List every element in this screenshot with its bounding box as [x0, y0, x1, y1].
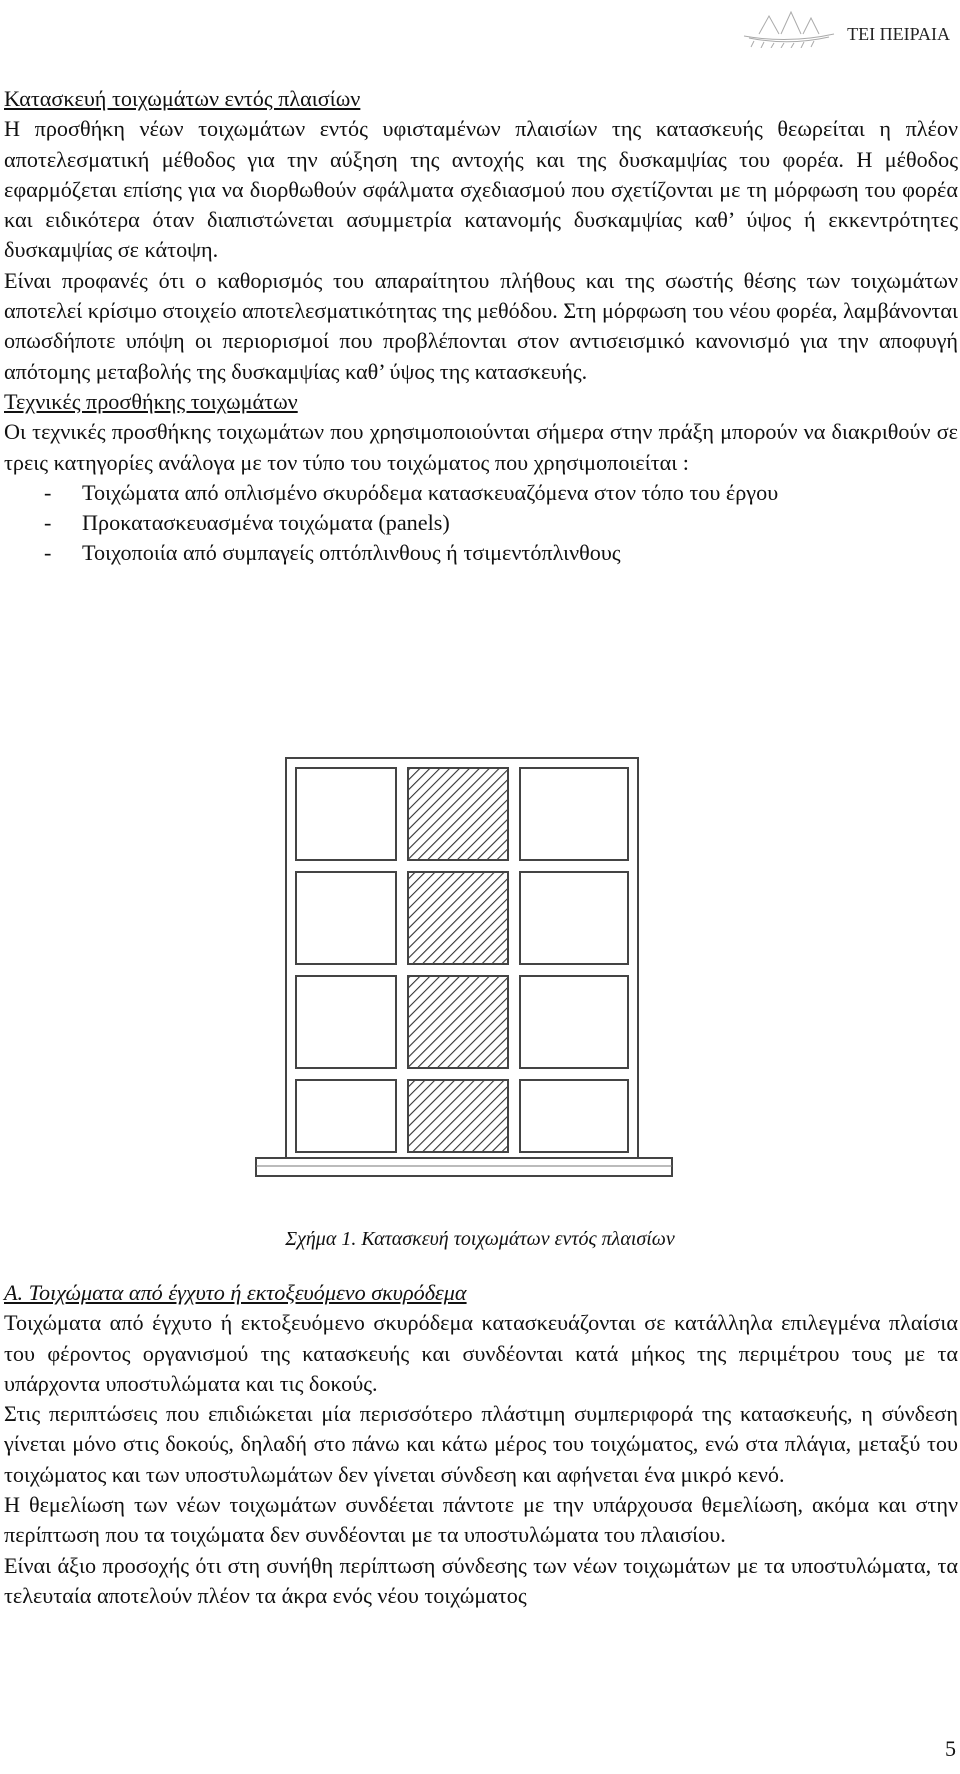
page-header: [739, 8, 950, 48]
section-heading-concrete: Α. Τοιχώματα από έγχυτο ή εκτοξευόμενο σκυρόδεμα: [4, 1280, 467, 1305]
page-number: 5: [945, 1736, 956, 1761]
list-item-text: Τοιχοποιία από συμπαγείς οπτόπλινθους ή τσιμεντόπλινθους: [82, 540, 621, 566]
paragraph: Είναι άξιο προσοχής ότι στη συνήθη περίπτωση σύνδεσης των νέων τοιχωμάτων με τα υποστυλώματα, τα τελευταία αποτελούν πλέον τα άκρα ενός νέου τοιχώματος: [4, 1552, 958, 1608]
list-item-text: Προκατασκευασμένα τοιχώματα (panels): [82, 510, 450, 536]
frame-diagram: [228, 722, 728, 1202]
list-item: [4, 478, 958, 508]
list-item: [4, 508, 958, 538]
list-item: [4, 538, 958, 568]
figure-caption: Σχήμα 1. Κατασκευή τοιχωμάτων εντός πλαισίων: [285, 1228, 675, 1250]
paragraph: Η θεμελίωση των νέων τοιχωμάτων συνδέεται πάντοτε με την υπάρχουσα θεμελίωση, ακόμα και στην περίπτωση που τα τοιχώματα δεν συνδέονται με τα υποστυλώματα του πλαισίου.: [4, 1492, 958, 1548]
document-body-bottom: [4, 1278, 958, 1611]
paragraph: Είναι προφανές ότι ο καθορισμός του απαραίτητου πλήθους και της σωστής θέσης των τοιχωμάτων αποτελεί κρίσιμο στοιχείο αποτελεσματικότητας της μεθόδου. Στη μόρφωση του νέου φορέα, λαμβάνονται οπωσδήποτε υπόψη οι περιορισμοί που προβλέπονται στον αντισεισμικό κανονισμό για την αποφυγή απότομης μεταβολής της δυσκαμψίας καθ’ ύψος της κατασκευής.: [4, 267, 958, 384]
frame-cells: [296, 768, 628, 1152]
list-dash: -: [44, 510, 52, 536]
paragraph: Οι τεχνικές προσθήκης τοιχωμάτων που χρησιμοποιούνται σήμερα στην πράξη μπορούν να διακριθούν σε τρεις κατηγορίες ανάλογα με τον τύπο του τοιχώματος που χρησιμοποιείται :: [4, 419, 958, 475]
paragraph: Τοιχώματα από έγχυτο ή εκτοξευόμενο σκυρόδεμα κατασκευάζονται σε κατάλληλα επιλεγμένα πλαίσια του φέροντος οργανισμού της κατασκευής και συνδέονται κατά μήκος της περιμέτρου τους με τα υπάρχοντα υποστυλώματα και τις δοκούς.: [4, 1310, 958, 1396]
foundation-slab: [256, 1158, 672, 1176]
list-item-text: Τοιχώματα από οπλισμένο σκυρόδεμα κατασκευαζόμενα στον τόπο του έργου: [82, 479, 779, 505]
section-heading-frames: Κατασκευή τοιχωμάτων εντός πλαισίων: [4, 86, 361, 111]
ship-logo-icon: [739, 8, 839, 48]
list-dash: -: [44, 540, 52, 566]
section-heading-techniques: Τεχνικές προσθήκης τοιχωμάτων: [4, 388, 298, 414]
document-body-top: [4, 84, 958, 569]
technique-list: [4, 478, 958, 569]
institution-name: ΤΕΙ ΠΕΙΡΑΙΑ: [847, 23, 950, 44]
paragraph: Στις περιπτώσεις που επιδιώκεται μία περισσότερο πλάστιμη συμπεριφορά της κατασκευής, η σύνδεση γίνεται μόνο στις δοκούς, δηλαδή στο πάνω και κάτω μέρος του τοιχώματος, ενώ στα πλάγια, μεταξύ του τοιχώματος και των υποστυλωμάτων δεν γίνεται σύνδεση και αφήνεται ένα μικρό κενό.: [4, 1401, 958, 1487]
list-dash: -: [44, 479, 52, 505]
paragraph: Η προσθήκη νέων τοιχωμάτων εντός υφισταμένων πλαισίων της κατασκευής θεωρείται η πλέον αποτελεσματική μέθοδος για την αύξηση της αντοχής και της δυσκαμψίας του φορέα. Η μέθοδος εφαρμόζεται επίσης για να διορθωθούν σφάλματα σχεδιασμού που σχετίζονται με τη μόρφωση του φορέα και ειδικότερα όταν διαπιστώνεται ασυμμετρία κατανομής δυσκαμψίας καθ’ ύψος ή εκκεντρότητες δυσκαμψίας σε κάτοψη.: [4, 116, 958, 263]
